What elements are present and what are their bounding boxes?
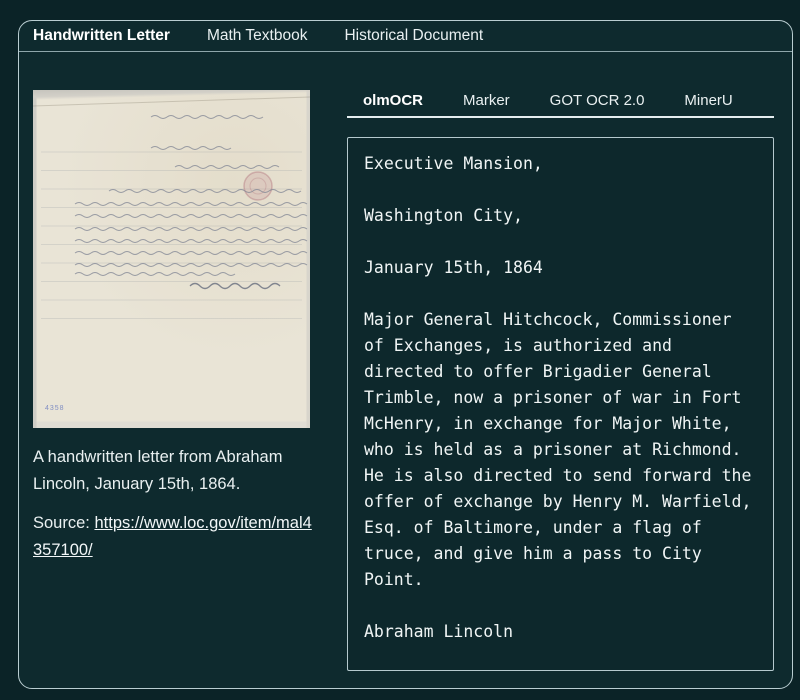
- tab-marker[interactable]: Marker: [463, 92, 510, 109]
- letter-scan-image: [33, 90, 310, 428]
- ocr-paragraph: Washington City,: [364, 206, 523, 225]
- tab-handwritten-letter[interactable]: Handwritten Letter: [33, 27, 170, 44]
- ocr-tool-tabbar: [347, 92, 774, 118]
- source-label: Source:: [33, 514, 90, 532]
- ocr-paragraph: Major General Hitchcock, Commissioner of Exchanges, is authorized and directed to offer Brigadier General Trimble, now a prisoner of war in Fort McHenry, in exchange for Major White, who is held as a prisoner at Richmond. He is also directed to send forward the offer of exchange by Henry M. Warfield, Esq. of Baltimore, under a flag of truce, and give him a pass to City Point.: [364, 310, 752, 589]
- content-area: [19, 52, 792, 671]
- ocr-paragraph: Abraham Lincoln: [364, 622, 514, 641]
- example-tabbar: [19, 21, 792, 52]
- archive-stamp: [244, 172, 272, 200]
- ocr-paragraph: January 15th, 1864: [364, 258, 543, 277]
- catalog-number-mark: 4358: [45, 405, 65, 412]
- letter-caption: A handwritten letter from Abraham Lincoln, January 15th, 1864.: [33, 448, 283, 493]
- tab-olmocr[interactable]: olmOCR: [363, 92, 423, 109]
- tab-got-ocr[interactable]: GOT OCR 2.0: [549, 92, 645, 109]
- ocr-output-panel: [347, 137, 774, 671]
- demo-panel: [18, 20, 793, 689]
- source-link[interactable]: https://www.loc.gov/item/mal4357100/: [33, 514, 312, 559]
- source-line: [33, 510, 317, 564]
- ocr-paragraph: Executive Mansion,: [364, 154, 543, 173]
- tab-math-textbook[interactable]: Math Textbook: [206, 27, 308, 44]
- tab-historical-document[interactable]: Historical Document: [344, 27, 484, 44]
- ocr-results-column: [347, 52, 774, 671]
- handwriting-svg: [33, 90, 310, 428]
- tab-mineru[interactable]: MinerU: [684, 92, 733, 109]
- source-document-column: [33, 52, 317, 671]
